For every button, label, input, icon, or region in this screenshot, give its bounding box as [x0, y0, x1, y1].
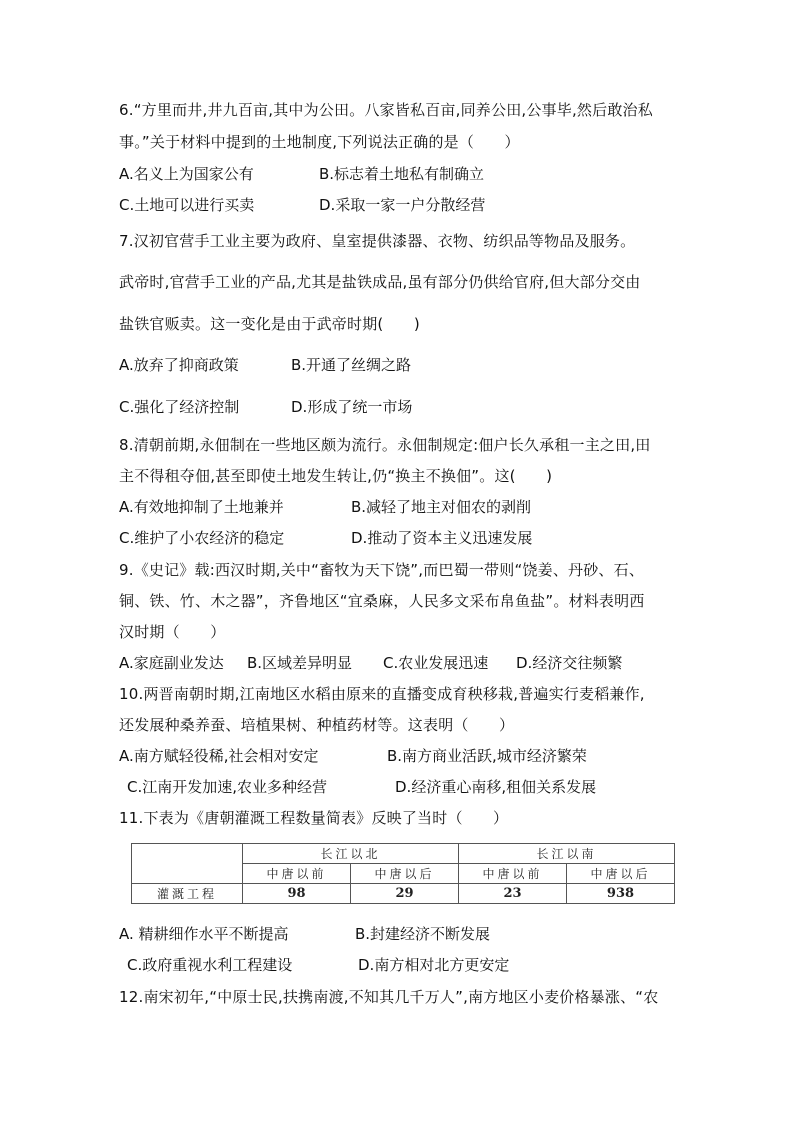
table-header-north: 长江以北 [243, 844, 459, 864]
q8-option-c: C.维护了小农经济的稳定 [119, 529, 285, 547]
q6-option-b: B.标志着土地私有制确立 [319, 165, 485, 183]
q11-option-d: D.南方相对北方更安定 [358, 956, 510, 974]
q8-option-a: A.有效地抑制了土地兼并 [119, 498, 284, 516]
q9-option-a: A.家庭副业发达 [119, 654, 224, 672]
q7-stem-line2: 武帝时,官营手工业的产品,尤其是盐铁成品,虽有部分仍供给官府,但大部分交由 [119, 273, 641, 291]
q11-option-c: C.政府重视水利工程建设 [127, 956, 293, 974]
irrigation-table [131, 843, 675, 904]
q9-stem-line1: 9.《史记》载:西汉时期,关中“畜牧为天下饶”,而巴蜀一带则“饶姜、丹砂、石、 [119, 561, 645, 579]
q7-stem-line3: 盐铁官贩卖。这一变化是由于武帝时期( ) [119, 315, 420, 333]
q10-option-a: A.南方赋轻役稀,社会相对安定 [119, 747, 319, 765]
table-cell: 938 [567, 884, 675, 904]
table-subheader: 中唐以后 [351, 864, 459, 884]
q10-stem-line1: 10.两晋南朝时期,江南地区水稻由原来的直播变成育秧移栽,普遍实行麦稻兼作, [119, 685, 645, 703]
q6-stem-line1: 6.“方里而井,井九百亩,其中为公田。八家皆私百亩,同养公田,公事毕,然后敢治私 [119, 101, 653, 119]
table-subheader: 中唐以前 [243, 864, 351, 884]
q10-option-c: C.江南开发加速,农业多种经营 [127, 778, 328, 796]
table-empty-corner [132, 844, 243, 884]
table-subheader: 中唐以后 [567, 864, 675, 884]
q6-option-d: D.采取一家一户分散经营 [319, 196, 486, 214]
q9-option-c: C.农业发展迅速 [383, 654, 489, 672]
table-header-south: 长江以南 [459, 844, 675, 864]
q11-option-a: A. 精耕细作水平不断提高 [119, 925, 289, 943]
q10-stem-line2: 还发展种桑养蚕、培植果树、种植药材等。这表明（ ） [119, 716, 515, 734]
q11-option-b: B.封建经济不断发展 [355, 925, 491, 943]
q7-option-b: B.开通了丝绸之路 [291, 356, 412, 374]
q11-stem-line1: 11.下表为《唐朝灌溉工程数量简表》反映了当时（ ） [119, 809, 509, 827]
q7-stem-line1: 7.汉初官营手工业主要为政府、皇室提供漆器、衣物、纺织品等物品及服务。 [119, 232, 636, 250]
table-cell: 29 [351, 884, 459, 904]
q7-option-d: D.形成了统一市场 [291, 398, 413, 416]
q10-option-d: D.经济重心南移,租佃关系发展 [395, 778, 597, 796]
q6-option-c: C.土地可以进行买卖 [119, 196, 255, 214]
q8-stem-line1: 8.清朝前期,永佃制在一些地区颇为流行。永佃制规定:佃户长久承租一主之田,田 [119, 436, 651, 454]
q7-option-a: A.放弃了抑商政策 [119, 356, 239, 374]
q12-stem-line1: 12.南宋初年,“中原士民,扶携南渡,不知其几千万人”,南方地区小麦价格暴涨、“农 [119, 988, 659, 1006]
q6-option-a: A.名义上为国家公有 [119, 165, 254, 183]
table-cell: 98 [243, 884, 351, 904]
q9-option-d: D.经济交往频繁 [516, 654, 623, 672]
q10-option-b: B.南方商业活跃,城市经济繁荣 [387, 747, 587, 765]
q7-option-c: C.强化了经济控制 [119, 398, 240, 416]
table-cell: 23 [459, 884, 567, 904]
q8-option-b: B.减轻了地主对佃农的剥削 [351, 498, 532, 516]
q9-option-b: B.区域差异明显 [247, 654, 353, 672]
q9-stem-line2: 铜、铁、竹、木之器”，齐鲁地区“宜桑麻，人民多文采布帛鱼盐”。材料表明西 [119, 592, 645, 610]
q8-stem-line2: 主不得租夺佃,甚至即使土地发生转让,仍“换主不换佃”。这( ) [119, 467, 553, 485]
q6-stem-line2: 事。”关于材料中提到的土地制度,下列说法正确的是（ ） [119, 133, 520, 151]
table-row-label: 灌溉工程 [132, 884, 243, 904]
q8-option-d: D.推动了资本主义迅速发展 [351, 529, 533, 547]
q9-stem-line3: 汉时期（ ） [119, 623, 226, 641]
table-subheader: 中唐以前 [459, 864, 567, 884]
